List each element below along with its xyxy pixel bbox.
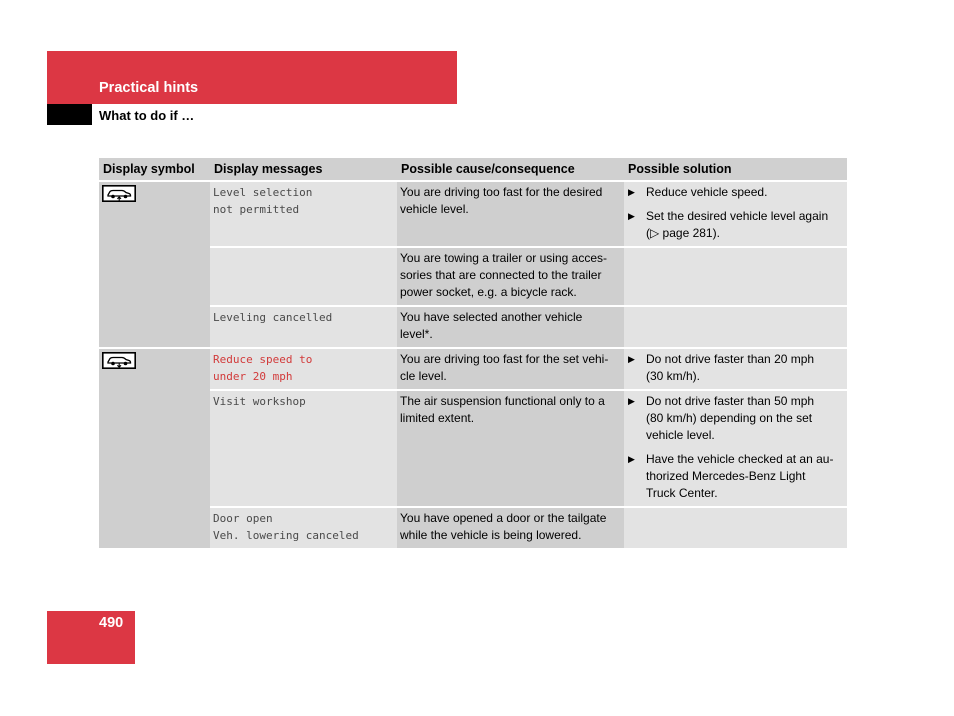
solution-item (627, 393, 844, 444)
solution-line: Have the vehicle checked at an au- (646, 452, 834, 466)
cause-line: The air suspension functional only to a (400, 394, 605, 408)
table-row (99, 390, 847, 507)
cause-line: level*. (400, 327, 433, 341)
cause-line: power socket, e.g. a bicycle rack. (400, 285, 577, 299)
solution-line: thorized Mercedes-Benz Light (646, 469, 806, 483)
cause-line: You are driving too fast for the set vehi- (400, 352, 609, 366)
table-header-row (99, 158, 847, 181)
display-message-cell (210, 390, 397, 507)
subsection-title: What to do if … (99, 108, 195, 123)
symbol-cell (99, 348, 210, 548)
solution-line: Set the desired vehicle level again (646, 209, 829, 223)
solution-item (627, 451, 844, 502)
display-message-line: Level selection (213, 186, 313, 199)
cause-line: vehicle level. (400, 202, 469, 216)
page-number: 490 (99, 615, 124, 631)
table-row (99, 348, 847, 390)
bullet-arrow-icon: ▶ (628, 354, 635, 364)
solution-item (627, 351, 844, 385)
solution-line: (80 km/h) depending on the set (646, 411, 813, 425)
display-message-line: Reduce speed to (213, 353, 313, 366)
solution-cell (624, 348, 847, 390)
solution-cell (624, 181, 847, 247)
column-header-display-symbol: Display symbol (99, 158, 210, 181)
display-message-cell (210, 507, 397, 548)
cause-cell (397, 306, 624, 348)
solution-line: (30 km/h). (646, 369, 701, 383)
solution-cell (624, 306, 847, 348)
table-row (99, 181, 847, 247)
cause-line: limited extent. (400, 411, 475, 425)
table-row (99, 247, 847, 306)
solution-cell (624, 507, 847, 548)
troubleshooting-table (99, 158, 847, 548)
column-header-possible-cause: Possible cause/consequence (397, 158, 624, 181)
vehicle-level-lower-icon (102, 352, 136, 369)
bullet-arrow-icon: ▶ (628, 211, 635, 221)
solution-line: Truck Center. (646, 486, 718, 500)
section-title: Practical hints (99, 80, 199, 96)
solution-line: (▷ page 281). (646, 226, 720, 240)
solution-line: Reduce vehicle speed. (646, 185, 768, 199)
display-message-line: Veh. lowering canceled (213, 529, 359, 542)
header-band (47, 51, 457, 104)
cause-line: You have opened a door or the tailgate (400, 511, 607, 525)
solution-line: Do not drive faster than 20 mph (646, 352, 815, 366)
solution-cell (624, 247, 847, 306)
display-message-cell (210, 348, 397, 390)
bullet-arrow-icon: ▶ (628, 454, 635, 464)
table-row (99, 507, 847, 548)
solution-cell (624, 390, 847, 507)
solution-item (627, 184, 844, 201)
display-message-line: Door open (213, 512, 273, 525)
cause-cell (397, 348, 624, 390)
cause-cell (397, 181, 624, 247)
display-message-line: under 20 mph (213, 370, 293, 383)
display-message-cell (210, 247, 397, 306)
cause-cell (397, 507, 624, 548)
display-message-line: Leveling cancelled (213, 311, 333, 324)
display-message-line: Visit workshop (213, 395, 306, 408)
display-message-line: not permitted (213, 203, 300, 216)
bullet-arrow-icon: ▶ (628, 187, 635, 197)
display-message-cell (210, 306, 397, 348)
solution-line: Do not drive faster than 50 mph (646, 394, 815, 408)
symbol-cell (99, 181, 210, 348)
cause-line: You are driving too fast for the desired (400, 185, 603, 199)
display-message-cell (210, 181, 397, 247)
column-header-possible-solution: Possible solution (624, 158, 847, 181)
cause-line: sories that are connected to the trailer (400, 268, 602, 282)
cause-cell (397, 390, 624, 507)
subsection-marker (47, 104, 92, 125)
cause-line: while the vehicle is being lowered. (400, 528, 582, 542)
cause-cell (397, 247, 624, 306)
column-header-display-messages: Display messages (210, 158, 397, 181)
cause-line: cle level. (400, 369, 447, 383)
bullet-arrow-icon: ▶ (628, 396, 635, 406)
table-row (99, 306, 847, 348)
cause-line: You have selected another vehicle (400, 310, 583, 324)
solution-line: vehicle level. (646, 428, 715, 442)
cause-line: You are towing a trailer or using acces- (400, 251, 607, 265)
vehicle-level-raise-icon (102, 185, 136, 202)
solution-item (627, 208, 844, 242)
